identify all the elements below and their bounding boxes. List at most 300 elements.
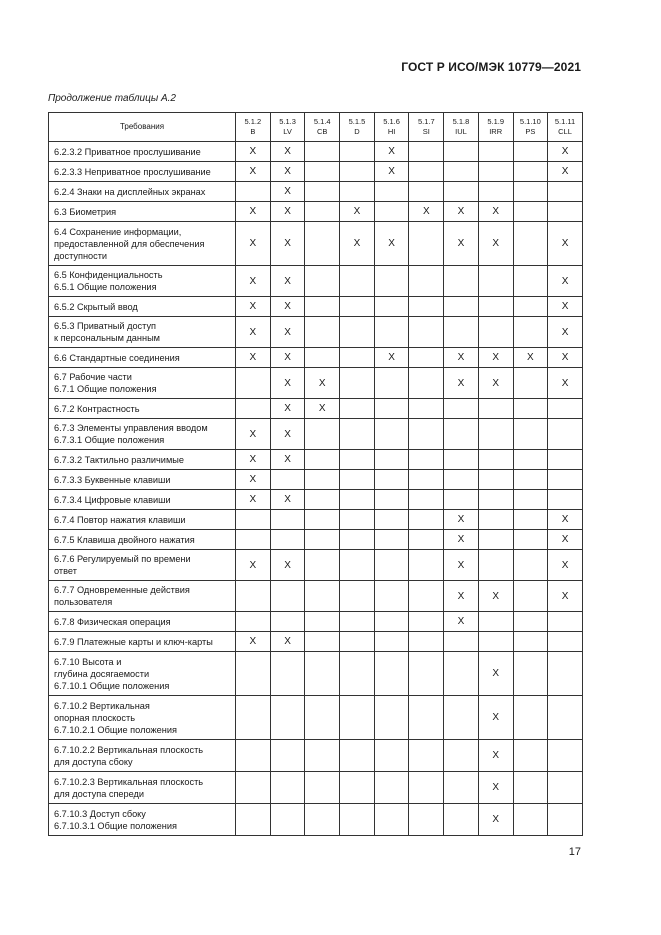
- mark-cell-irr: [478, 550, 513, 581]
- column-header-number: 5.1.8: [452, 117, 470, 126]
- requirement-cell: 6.7.3.2 Тактильно различимые: [49, 450, 236, 470]
- mark-cell-cll: [548, 652, 583, 696]
- mark-cell-b: X: [236, 450, 271, 470]
- mark-cell-cb: [305, 348, 340, 368]
- mark-cell-lv: [270, 612, 305, 632]
- mark-cell-cll: X: [548, 581, 583, 612]
- table-row: [49, 368, 583, 399]
- table-row: [49, 632, 583, 652]
- mark-cell-b: [236, 804, 271, 836]
- mark-cell-d: [340, 470, 375, 490]
- mark-cell-si: [409, 368, 444, 399]
- table-row: [49, 222, 583, 266]
- mark-cell-cb: [305, 222, 340, 266]
- mark-cell-hi: [374, 804, 409, 836]
- table-row: [49, 399, 583, 419]
- mark-cell-cll: X: [548, 510, 583, 530]
- mark-cell-lv: X: [270, 222, 305, 266]
- column-header-number: 5.1.3: [279, 117, 296, 126]
- table-row: [49, 804, 583, 836]
- mark-cell-lv: X: [270, 399, 305, 419]
- mark-cell-cb: [305, 297, 340, 317]
- mark-cell-ps: [513, 222, 548, 266]
- mark-cell-hi: [374, 399, 409, 419]
- mark-cell-d: [340, 804, 375, 836]
- mark-cell-cll: [548, 202, 583, 222]
- mark-cell-ps: [513, 510, 548, 530]
- mark-cell-iul: [444, 182, 479, 202]
- table-row: [49, 652, 583, 696]
- requirement-cell: 6.5.2 Скрытый ввод: [49, 297, 236, 317]
- mark-cell-si: [409, 470, 444, 490]
- requirement-cell: 6.7.7 Одновременные действия пользователя: [49, 581, 236, 612]
- mark-cell-ps: [513, 297, 548, 317]
- mark-cell-d: [340, 696, 375, 740]
- mark-cell-cll: [548, 399, 583, 419]
- mark-cell-b: X: [236, 470, 271, 490]
- mark-cell-cll: [548, 490, 583, 510]
- table-row: [49, 772, 583, 804]
- requirement-cell: 6.7.10.2 Вертикальная опорная плоскость 6.7.10.2.1 Общие положения: [49, 696, 236, 740]
- column-header-code: D: [354, 127, 360, 136]
- table-row: [49, 297, 583, 317]
- mark-cell-hi: [374, 772, 409, 804]
- mark-cell-d: [340, 419, 375, 450]
- mark-cell-cll: X: [548, 317, 583, 348]
- requirement-cell: 6.7.2 Контрастность: [49, 399, 236, 419]
- mark-cell-ps: [513, 550, 548, 581]
- mark-cell-ps: [513, 399, 548, 419]
- mark-cell-cb: [305, 804, 340, 836]
- mark-cell-b: X: [236, 266, 271, 297]
- requirement-cell: 6.7 Рабочие части 6.7.1 Общие положения: [49, 368, 236, 399]
- column-header-number: 5.1.11: [554, 117, 576, 126]
- mark-cell-irr: [478, 317, 513, 348]
- mark-cell-cll: X: [548, 348, 583, 368]
- mark-cell-ps: [513, 419, 548, 450]
- mark-cell-d: [340, 162, 375, 182]
- table-row: [49, 348, 583, 368]
- mark-cell-cb: X: [305, 399, 340, 419]
- mark-cell-hi: X: [374, 142, 409, 162]
- column-header-code: B: [250, 127, 256, 136]
- mark-cell-iul: [444, 399, 479, 419]
- mark-cell-irr: X: [478, 804, 513, 836]
- mark-cell-b: [236, 399, 271, 419]
- mark-cell-hi: [374, 266, 409, 297]
- mark-cell-irr: X: [478, 696, 513, 740]
- mark-cell-lv: [270, 740, 305, 772]
- mark-cell-d: [340, 182, 375, 202]
- requirement-cell: 6.7.10 Высота и глубина досягаемости 6.7.10.1 Общие положения: [49, 652, 236, 696]
- mark-cell-cll: X: [548, 142, 583, 162]
- mark-cell-iul: [444, 804, 479, 836]
- mark-cell-iul: X: [444, 612, 479, 632]
- mark-cell-lv: X: [270, 182, 305, 202]
- mark-cell-irr: [478, 297, 513, 317]
- column-header-number: 5.1.2: [244, 117, 262, 126]
- mark-cell-irr: [478, 612, 513, 632]
- mark-cell-si: [409, 222, 444, 266]
- table-row: [49, 696, 583, 740]
- mark-cell-lv: X: [270, 490, 305, 510]
- mark-cell-b: X: [236, 419, 271, 450]
- mark-cell-iul: [444, 419, 479, 450]
- mark-cell-iul: [444, 696, 479, 740]
- mark-cell-b: [236, 652, 271, 696]
- requirement-cell: 6.7.5 Клавиша двойного нажатия: [49, 530, 236, 550]
- mark-cell-cll: [548, 470, 583, 490]
- mark-cell-b: X: [236, 297, 271, 317]
- column-header-code: LV: [283, 127, 292, 136]
- mark-cell-si: [409, 632, 444, 652]
- mark-cell-lv: X: [270, 266, 305, 297]
- requirement-cell: 6.2.3.2 Приватное прослушивание: [49, 142, 236, 162]
- mark-cell-lv: X: [270, 419, 305, 450]
- mark-cell-b: [236, 740, 271, 772]
- mark-cell-iul: X: [444, 348, 479, 368]
- mark-cell-b: X: [236, 632, 271, 652]
- mark-cell-cb: [305, 696, 340, 740]
- column-header-code: CB: [317, 127, 328, 136]
- mark-cell-b: X: [236, 317, 271, 348]
- mark-cell-irr: X: [478, 740, 513, 772]
- page-number: 17: [568, 846, 581, 858]
- mark-cell-ps: [513, 490, 548, 510]
- mark-cell-si: [409, 772, 444, 804]
- mark-cell-iul: [444, 772, 479, 804]
- mark-cell-si: [409, 696, 444, 740]
- table-row: [49, 317, 583, 348]
- requirement-cell: 6.7.3 Элементы управления вводом 6.7.3.1 Общие положения: [49, 419, 236, 450]
- requirement-cell: 6.5.3 Приватный доступ к персональным данным: [49, 317, 236, 348]
- mark-cell-b: [236, 696, 271, 740]
- mark-cell-cll: X: [548, 162, 583, 182]
- mark-cell-cb: [305, 550, 340, 581]
- column-header-number: 5.1.9: [487, 117, 504, 126]
- mark-cell-irr: X: [478, 202, 513, 222]
- mark-cell-d: [340, 652, 375, 696]
- column-header-number: 5.1.5: [348, 117, 366, 126]
- mark-cell-iul: X: [444, 202, 479, 222]
- mark-cell-irr: [478, 510, 513, 530]
- mark-cell-lv: [270, 581, 305, 612]
- table-row: [49, 142, 583, 162]
- table-row: [49, 510, 583, 530]
- mark-cell-hi: [374, 612, 409, 632]
- mark-cell-iul: [444, 142, 479, 162]
- mark-cell-irr: [478, 162, 513, 182]
- mark-cell-iul: X: [444, 222, 479, 266]
- mark-cell-cb: [305, 612, 340, 632]
- mark-cell-lv: [270, 772, 305, 804]
- mark-cell-cb: [305, 530, 340, 550]
- mark-cell-irr: [478, 266, 513, 297]
- mark-cell-iul: [444, 297, 479, 317]
- mark-cell-cll: X: [548, 550, 583, 581]
- mark-cell-irr: [478, 632, 513, 652]
- mark-cell-ps: [513, 632, 548, 652]
- mark-cell-ps: X: [513, 348, 548, 368]
- column-header-code: SI: [422, 127, 430, 136]
- mark-cell-cb: [305, 470, 340, 490]
- mark-cell-cb: [305, 581, 340, 612]
- mark-cell-lv: X: [270, 450, 305, 470]
- mark-cell-iul: [444, 470, 479, 490]
- requirement-cell: 6.7.8 Физическая операция: [49, 612, 236, 632]
- requirement-column-header: Требования: [49, 113, 236, 142]
- mark-cell-d: [340, 317, 375, 348]
- mark-cell-hi: [374, 202, 409, 222]
- mark-cell-cll: X: [548, 368, 583, 399]
- mark-cell-cll: [548, 740, 583, 772]
- mark-cell-si: [409, 162, 444, 182]
- mark-cell-hi: [374, 450, 409, 470]
- mark-cell-b: X: [236, 222, 271, 266]
- mark-cell-hi: [374, 182, 409, 202]
- mark-cell-d: [340, 399, 375, 419]
- mark-cell-d: [340, 490, 375, 510]
- mark-cell-iul: [444, 490, 479, 510]
- table-row: [49, 450, 583, 470]
- mark-cell-iul: [444, 740, 479, 772]
- column-header-hi: [374, 113, 409, 142]
- mark-cell-si: [409, 317, 444, 348]
- mark-cell-d: X: [340, 202, 375, 222]
- table-row: [49, 550, 583, 581]
- mark-cell-lv: X: [270, 348, 305, 368]
- mark-cell-cb: [305, 450, 340, 470]
- column-header-code: PS: [525, 127, 536, 136]
- mark-cell-si: [409, 419, 444, 450]
- document-header: ГОСТ Р ИСО/МЭК 10779—2021: [401, 60, 581, 74]
- mark-cell-irr: [478, 470, 513, 490]
- mark-cell-iul: [444, 652, 479, 696]
- mark-cell-b: [236, 368, 271, 399]
- mark-cell-d: [340, 550, 375, 581]
- mark-cell-ps: [513, 142, 548, 162]
- mark-cell-iul: [444, 162, 479, 182]
- mark-cell-si: [409, 510, 444, 530]
- mark-cell-hi: [374, 297, 409, 317]
- mark-cell-irr: X: [478, 652, 513, 696]
- mark-cell-cb: [305, 632, 340, 652]
- mark-cell-cll: X: [548, 266, 583, 297]
- mark-cell-d: [340, 740, 375, 772]
- mark-cell-ps: [513, 740, 548, 772]
- mark-cell-d: [340, 348, 375, 368]
- requirement-cell: 6.7.9 Платежные карты и ключ-карты: [49, 632, 236, 652]
- mark-cell-hi: [374, 530, 409, 550]
- mark-cell-cb: [305, 652, 340, 696]
- mark-cell-d: [340, 450, 375, 470]
- table-row: [49, 490, 583, 510]
- mark-cell-d: [340, 266, 375, 297]
- mark-cell-hi: [374, 632, 409, 652]
- table-row: [49, 740, 583, 772]
- table-row: [49, 202, 583, 222]
- mark-cell-cb: [305, 142, 340, 162]
- mark-cell-irr: X: [478, 772, 513, 804]
- mark-cell-si: [409, 450, 444, 470]
- mark-cell-hi: [374, 696, 409, 740]
- mark-cell-lv: [270, 804, 305, 836]
- mark-cell-lv: X: [270, 162, 305, 182]
- mark-cell-iul: X: [444, 550, 479, 581]
- mark-cell-cb: [305, 490, 340, 510]
- mark-cell-irr: X: [478, 222, 513, 266]
- mark-cell-si: [409, 530, 444, 550]
- mark-cell-ps: [513, 450, 548, 470]
- mark-cell-irr: X: [478, 348, 513, 368]
- mark-cell-iul: X: [444, 581, 479, 612]
- mark-cell-ps: [513, 470, 548, 490]
- mark-cell-b: [236, 772, 271, 804]
- mark-cell-si: X: [409, 202, 444, 222]
- mark-cell-si: [409, 804, 444, 836]
- mark-cell-d: [340, 297, 375, 317]
- table-header-row: [49, 113, 583, 142]
- requirement-cell: 6.7.10.2.3 Вертикальная плоскость для доступа спереди: [49, 772, 236, 804]
- table-row: [49, 612, 583, 632]
- mark-cell-cll: [548, 696, 583, 740]
- mark-cell-cb: [305, 266, 340, 297]
- mark-cell-si: [409, 490, 444, 510]
- mark-cell-hi: [374, 419, 409, 450]
- mark-cell-irr: X: [478, 581, 513, 612]
- table-row: [49, 419, 583, 450]
- mark-cell-ps: [513, 581, 548, 612]
- mark-cell-b: [236, 612, 271, 632]
- mark-cell-d: [340, 772, 375, 804]
- mark-cell-ps: [513, 530, 548, 550]
- mark-cell-irr: [478, 182, 513, 202]
- requirement-cell: 6.5 Конфиденциальность 6.5.1 Общие положения: [49, 266, 236, 297]
- mark-cell-lv: X: [270, 297, 305, 317]
- requirement-cell: 6.7.10.3 Доступ сбоку 6.7.10.3.1 Общие положения: [49, 804, 236, 836]
- mark-cell-iul: [444, 450, 479, 470]
- mark-cell-lv: [270, 510, 305, 530]
- mark-cell-b: [236, 530, 271, 550]
- mark-cell-cll: [548, 182, 583, 202]
- mark-cell-cll: [548, 804, 583, 836]
- mark-cell-cb: [305, 162, 340, 182]
- requirements-table: [48, 112, 583, 836]
- mark-cell-d: [340, 612, 375, 632]
- mark-cell-hi: X: [374, 348, 409, 368]
- mark-cell-hi: [374, 470, 409, 490]
- mark-cell-ps: [513, 652, 548, 696]
- mark-cell-b: [236, 182, 271, 202]
- mark-cell-cb: [305, 740, 340, 772]
- mark-cell-b: [236, 510, 271, 530]
- mark-cell-d: X: [340, 222, 375, 266]
- column-header-code: IUL: [455, 127, 467, 136]
- mark-cell-si: [409, 142, 444, 162]
- mark-cell-iul: X: [444, 368, 479, 399]
- column-header-irr: [478, 113, 513, 142]
- mark-cell-cb: [305, 419, 340, 450]
- mark-cell-lv: X: [270, 550, 305, 581]
- table-row: [49, 470, 583, 490]
- mark-cell-lv: X: [270, 142, 305, 162]
- mark-cell-hi: [374, 652, 409, 696]
- requirement-cell: 6.7.4 Повтор нажатия клавиши: [49, 510, 236, 530]
- mark-cell-hi: [374, 510, 409, 530]
- mark-cell-d: [340, 632, 375, 652]
- mark-cell-cll: X: [548, 297, 583, 317]
- table-caption: Продолжение таблицы А.2: [48, 93, 176, 104]
- mark-cell-iul: X: [444, 510, 479, 530]
- mark-cell-si: [409, 297, 444, 317]
- mark-cell-b: X: [236, 202, 271, 222]
- mark-cell-b: [236, 581, 271, 612]
- table-row: [49, 530, 583, 550]
- column-header-d: [340, 113, 375, 142]
- column-header-number: 5.1.4: [313, 117, 331, 126]
- requirement-cell: 6.7.3.3 Буквенные клавиши: [49, 470, 236, 490]
- column-header-number: 5.1.10: [519, 117, 541, 126]
- column-header-b: [236, 113, 271, 142]
- mark-cell-cll: X: [548, 222, 583, 266]
- mark-cell-ps: [513, 202, 548, 222]
- mark-cell-cb: [305, 202, 340, 222]
- mark-cell-hi: X: [374, 222, 409, 266]
- mark-cell-cll: [548, 612, 583, 632]
- mark-cell-d: [340, 368, 375, 399]
- mark-cell-d: [340, 142, 375, 162]
- mark-cell-cll: [548, 772, 583, 804]
- mark-cell-cb: [305, 772, 340, 804]
- mark-cell-cb: X: [305, 368, 340, 399]
- mark-cell-b: X: [236, 550, 271, 581]
- mark-cell-lv: [270, 470, 305, 490]
- requirement-cell: 6.2.3.3 Неприватное прослушивание: [49, 162, 236, 182]
- column-header-si: [409, 113, 444, 142]
- mark-cell-hi: [374, 368, 409, 399]
- mark-cell-ps: [513, 772, 548, 804]
- table-row: [49, 266, 583, 297]
- mark-cell-ps: [513, 804, 548, 836]
- column-header-number: 5.1.6: [383, 117, 400, 126]
- mark-cell-d: [340, 530, 375, 550]
- mark-cell-lv: X: [270, 317, 305, 348]
- mark-cell-si: [409, 612, 444, 632]
- mark-cell-cll: [548, 632, 583, 652]
- mark-cell-d: [340, 510, 375, 530]
- mark-cell-cll: X: [548, 530, 583, 550]
- column-header-ps: [513, 113, 548, 142]
- column-header-number: 5.1.7: [417, 117, 435, 126]
- mark-cell-si: [409, 581, 444, 612]
- requirement-cell: 6.7.3.4 Цифровые клавиши: [49, 490, 236, 510]
- requirement-cell: 6.7.6 Регулируемый по времени ответ: [49, 550, 236, 581]
- mark-cell-b: X: [236, 142, 271, 162]
- mark-cell-irr: [478, 450, 513, 470]
- mark-cell-cb: [305, 510, 340, 530]
- mark-cell-si: [409, 740, 444, 772]
- mark-cell-irr: [478, 490, 513, 510]
- mark-cell-iul: [444, 266, 479, 297]
- mark-cell-ps: [513, 182, 548, 202]
- requirement-cell: 6.7.10.2.2 Вертикальная плоскость для доступа сбоку: [49, 740, 236, 772]
- mark-cell-si: [409, 182, 444, 202]
- requirement-cell: 6.2.4 Знаки на дисплейных экранах: [49, 182, 236, 202]
- mark-cell-cll: [548, 450, 583, 470]
- table-row: [49, 162, 583, 182]
- mark-cell-cll: [548, 419, 583, 450]
- mark-cell-ps: [513, 162, 548, 182]
